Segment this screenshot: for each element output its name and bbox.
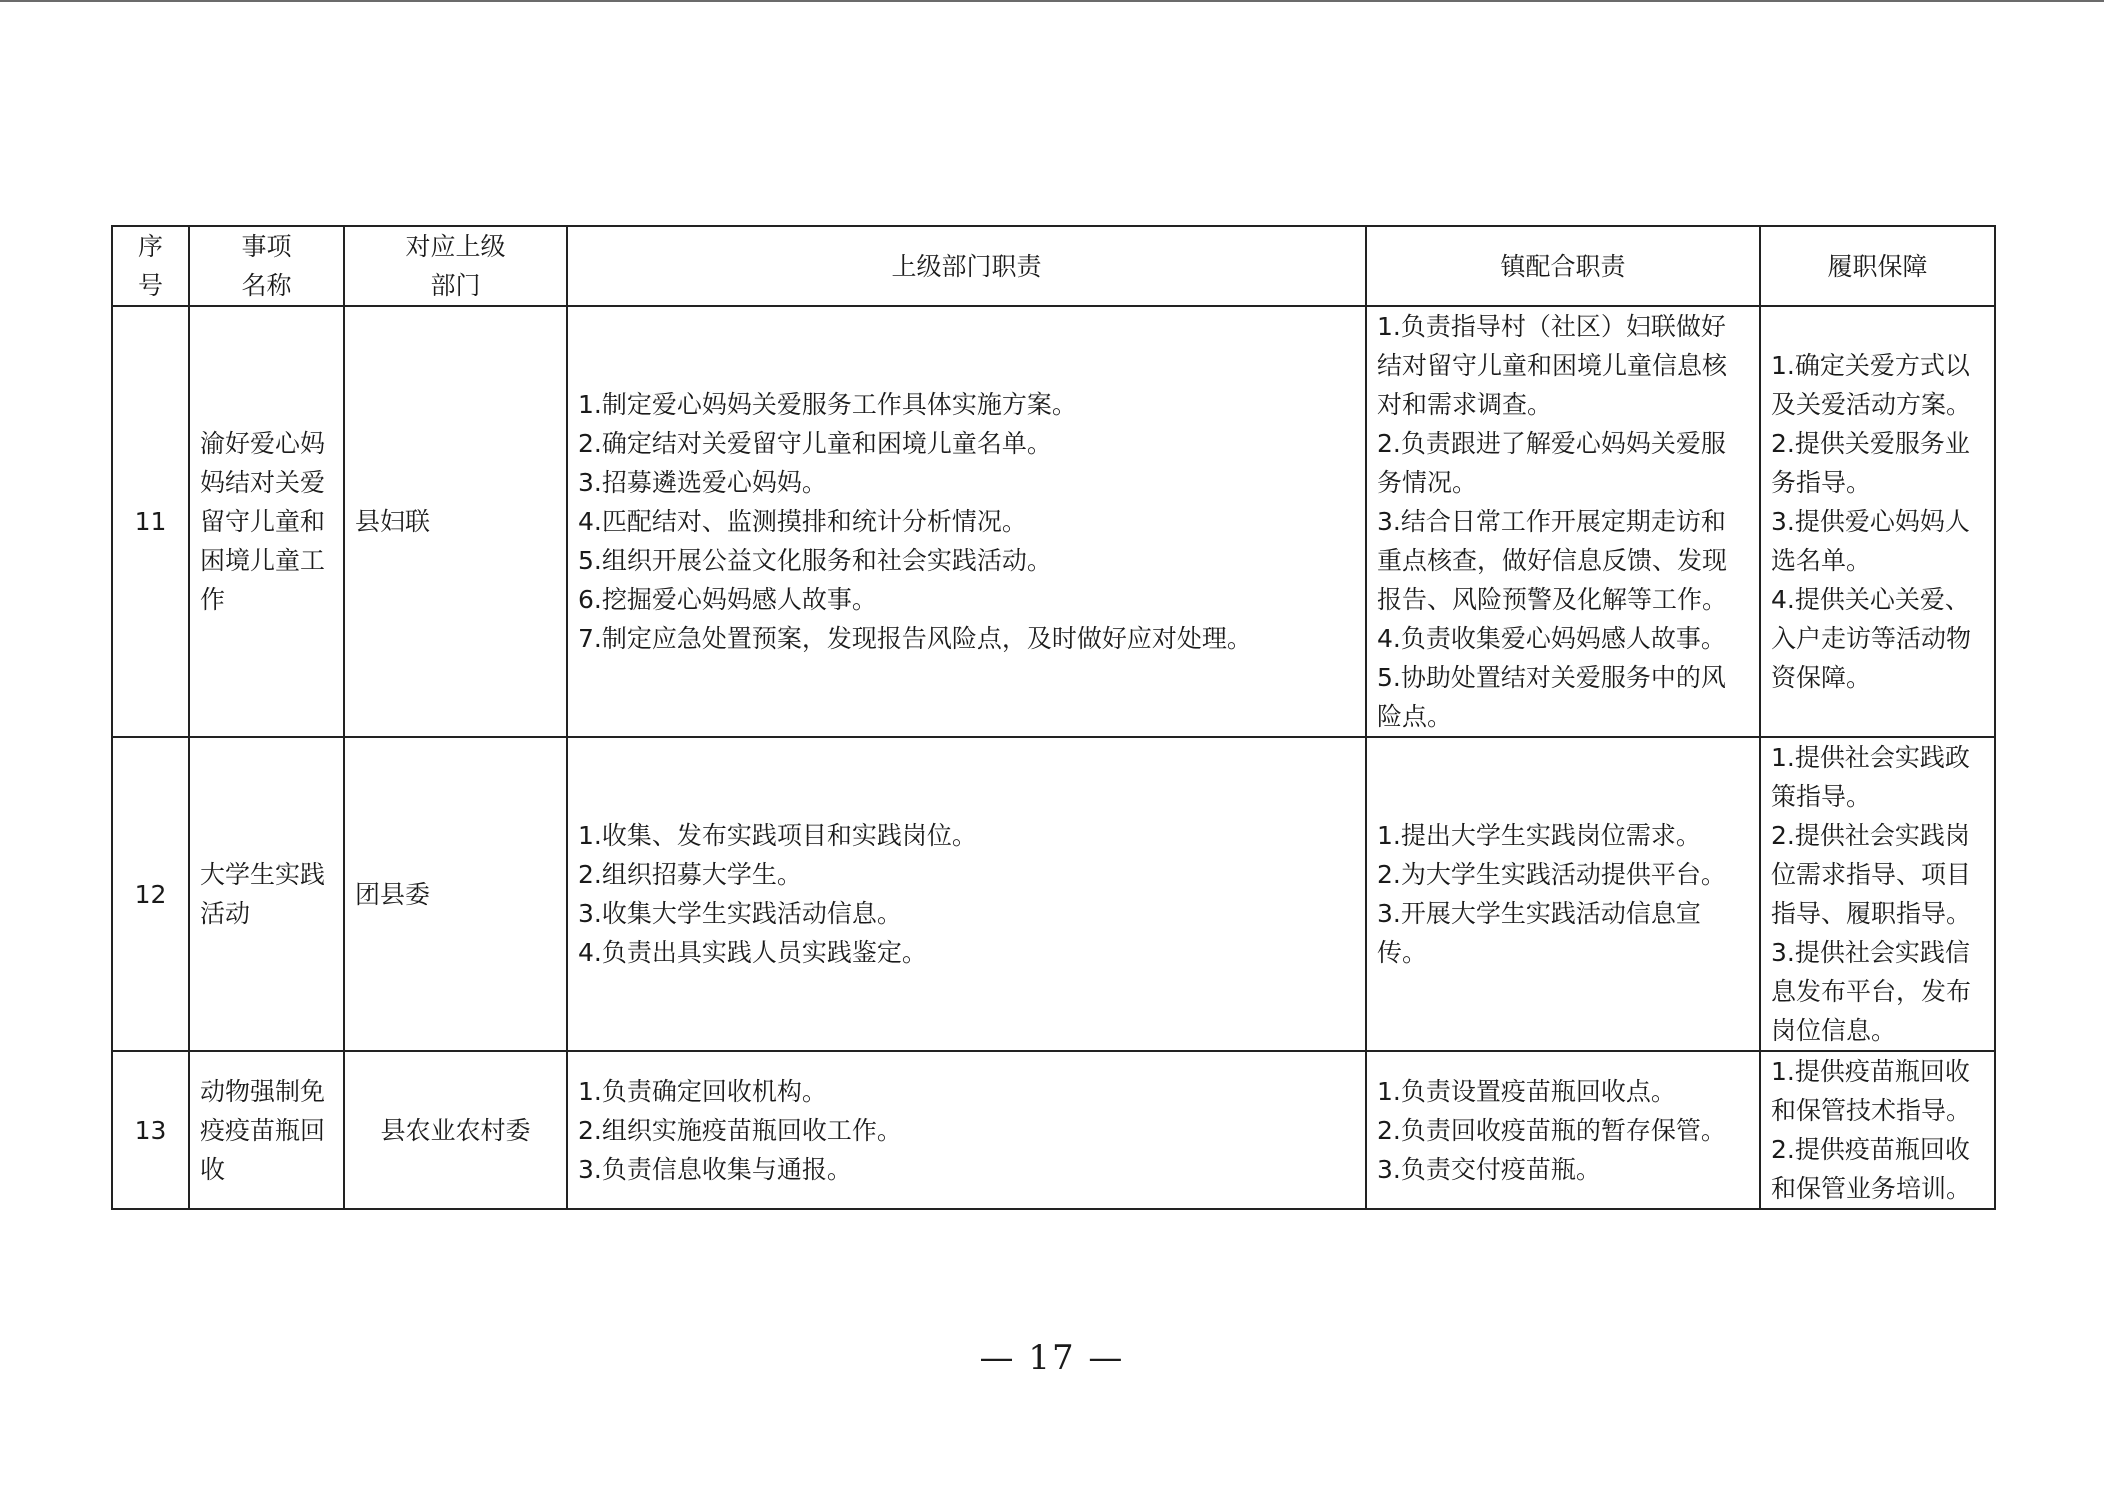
top-border-line [0, 0, 2104, 2]
duty-item: 1.提出大学生实践岗位需求。 [1377, 821, 1701, 850]
town-duties-cell [1366, 1051, 1760, 1209]
table-row [112, 306, 1995, 737]
row-number: 11 [112, 306, 189, 737]
duty-item: 1.负责设置疫苗瓶回收点。 [1377, 1076, 1676, 1106]
duty-item: 3.负责信息收集与通报。 [578, 1154, 852, 1184]
row-number: 13 [112, 1051, 189, 1209]
duty-item: 2.组织实施疫苗瓶回收工作。 [578, 1115, 902, 1145]
dept-name: 县妇联 [344, 306, 567, 737]
duty-item: 2.组织招募大学生。 [578, 860, 802, 889]
duty-table [111, 225, 1996, 1210]
guarantee-item: 3.提供爱心妈妈人选名单。 [1771, 507, 1970, 575]
guarantee-item: 2.提供疫苗瓶回收和保管业务培训。 [1771, 1135, 1972, 1203]
duty-item: 1.收集、发布实践项目和实践岗位。 [578, 821, 977, 850]
header-item-name: 事项 名称 [189, 226, 344, 306]
duty-item: 2.确定结对关爱留守儿童和困境儿童名单。 [578, 429, 1052, 458]
guarantee-item: 4.提供关心关爱、入户走访等活动物资保障。 [1771, 585, 1972, 692]
duty-item: 1.负责确定回收机构。 [578, 1076, 827, 1106]
header-seq: 序 号 [112, 226, 189, 306]
guarantee-cell [1760, 737, 1995, 1051]
header-row [112, 226, 1995, 306]
guarantee-item: 1.提供社会实践政策指导。 [1771, 743, 1970, 811]
row-number: 12 [112, 737, 189, 1051]
page-number: — 17 — [979, 1338, 1125, 1378]
guarantee-item: 2.提供关爱服务业务指导。 [1771, 429, 1970, 497]
guarantee-item: 3.提供社会实践信息发布平台，发布岗位信息。 [1771, 938, 1972, 1045]
duty-item: 1.制定爱心妈妈关爱服务工作具体实施方案。 [578, 390, 1077, 419]
dept-name: 团县委 [344, 737, 567, 1051]
upper-duties-cell [567, 737, 1366, 1051]
guarantee-item: 1.确定关爱方式以及关爱活动方案。 [1771, 351, 1972, 419]
guarantee-cell [1760, 1051, 1995, 1209]
guarantee-item: 1.提供疫苗瓶回收和保管技术指导。 [1771, 1057, 1972, 1125]
upper-duties-cell [567, 306, 1366, 737]
item-name: 大学生实践活动 [189, 737, 344, 1051]
duty-item: 3.收集大学生实践活动信息。 [578, 899, 902, 928]
guarantee-item: 2.提供社会实践岗位需求指导、项目指导、履职指导。 [1771, 821, 1972, 928]
duty-item: 2.负责回收疫苗瓶的暂存保管。 [1377, 1115, 1726, 1145]
header-upper-duties: 上级部门职责 [567, 226, 1366, 306]
header-dept: 对应上级 部门 [344, 226, 567, 306]
duty-item: 6.挖掘爱心妈妈感人故事。 [578, 585, 877, 614]
duty-item: 5.组织开展公益文化服务和社会实践活动。 [578, 546, 1052, 575]
duty-item: 5.协助处置结对关爱服务中的风险点。 [1377, 663, 1726, 731]
duty-item: 1.负责指导村（社区）妇联做好结对留守儿童和困境儿童信息核对和需求调查。 [1377, 312, 1728, 419]
duty-item: 3.结合日常工作开展定期走访和重点核查，做好信息反馈、发现报告、风险预警及化解等工作。 [1377, 507, 1728, 614]
table-row [112, 737, 1995, 1051]
guarantee-cell [1760, 306, 1995, 737]
table-row [112, 1051, 1995, 1209]
item-name: 渝好爱心妈妈结对关爱留守儿童和困境儿童工作 [189, 306, 344, 737]
duty-item: 7.制定应急处置预案，发现报告风险点，及时做好应对处理。 [578, 624, 1252, 653]
duty-item: 3.开展大学生实践活动信息宣传。 [1377, 899, 1701, 967]
header-guarantee: 履职保障 [1760, 226, 1995, 306]
duty-item: 2.负责跟进了解爱心妈妈关爱服务情况。 [1377, 429, 1726, 497]
duty-item: 4.负责出具实践人员实践鉴定。 [578, 938, 927, 967]
upper-duties-cell [567, 1051, 1366, 1209]
town-duties-cell [1366, 737, 1760, 1051]
duty-item: 4.负责收集爱心妈妈感人故事。 [1377, 624, 1726, 653]
dept-name: 县农业农村委 [344, 1051, 567, 1209]
duty-item: 2.为大学生实践活动提供平台。 [1377, 860, 1726, 889]
duty-item: 3.负责交付疫苗瓶。 [1377, 1154, 1601, 1184]
town-duties-cell [1366, 306, 1760, 737]
duty-item: 4.匹配结对、监测摸排和统计分析情况。 [578, 507, 1027, 536]
item-name: 动物强制免疫疫苗瓶回收 [189, 1051, 344, 1209]
duty-item: 3.招募遴选爱心妈妈。 [578, 468, 827, 497]
header-town-duties: 镇配合职责 [1366, 226, 1760, 306]
